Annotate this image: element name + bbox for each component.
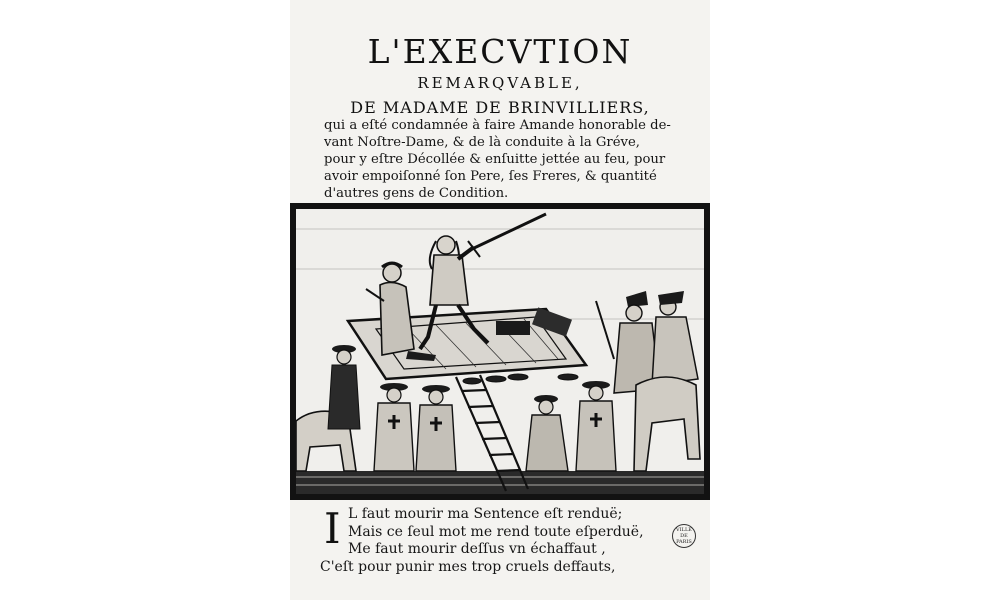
document-title: L'EXECVTION	[367, 32, 633, 71]
document-subtitle: REMARQVABLE,	[417, 74, 583, 92]
guard-figure	[416, 385, 456, 471]
officer-hat	[626, 291, 648, 307]
description-line: pour y eſtre Décollée & enſuitte jettée au feu, pour	[324, 152, 666, 167]
horse-right	[634, 377, 700, 471]
verse-line: Me faut mourir deſſus vn échaffaut ,	[348, 541, 606, 557]
description-line: qui a eſté condamnée à faire Amande honorable de-	[324, 118, 671, 133]
verse-block	[320, 506, 650, 576]
description-line: avoir empoiſonné ſon Pere, ſes Freres, & quantité	[324, 169, 657, 184]
verse-line: C'eſt pour punir mes trop cruels deffauts,	[320, 558, 616, 575]
condemned-head	[383, 264, 401, 282]
officer-lance	[596, 301, 614, 359]
verse-line: L faut mourir ma Sentence eſt renduë;	[348, 506, 623, 522]
broadside-page	[290, 0, 710, 600]
guard-figure	[374, 383, 414, 471]
execution-woodcut-illustration	[290, 203, 710, 500]
verse-line: Mais ce ſeul mot me rend toute eſperduë,	[348, 523, 644, 540]
library-stamp: VILLE DE PARIS	[672, 524, 696, 548]
executioner-arm	[458, 247, 474, 259]
officer-coat	[652, 317, 698, 385]
verse-drop-cap: I	[324, 504, 341, 553]
guard-figure	[526, 395, 568, 471]
guard-figure	[576, 381, 616, 471]
guard-figure	[328, 345, 360, 429]
condemned-dress	[380, 282, 414, 355]
officer-hat	[658, 291, 684, 305]
execution-block	[496, 321, 530, 335]
woodcut-scene	[296, 209, 704, 494]
description-line: d'autres gens de Condition.	[324, 186, 509, 201]
executioner-coat	[430, 255, 468, 305]
executioner-head	[437, 236, 455, 254]
sword	[472, 214, 546, 249]
description-block	[324, 117, 676, 202]
ground	[296, 471, 704, 494]
officer-head	[626, 305, 642, 321]
description-line: vant Noſtre-Dame, & de là conduite à la Gréve,	[324, 135, 640, 150]
document-heading: DE MADAME DE BRINVILLIERS,	[350, 98, 650, 117]
